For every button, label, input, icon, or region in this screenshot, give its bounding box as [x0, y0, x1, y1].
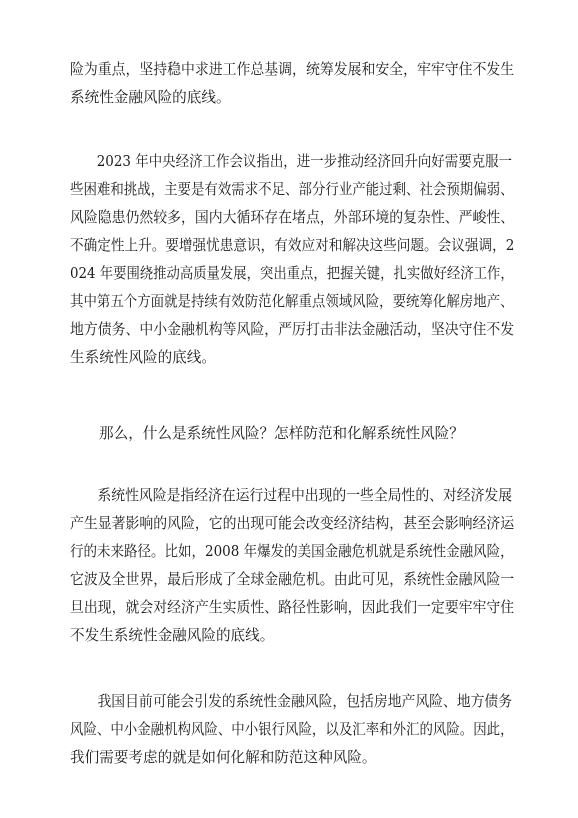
text-line: 风险、中小金融机构风险、中小银行风险，以及汇率和外汇的风险。因此，	[70, 721, 514, 738]
paragraph-intro-tail	[70, 56, 514, 112]
text-line: 不发生系统性金融风险的底线。	[70, 627, 275, 644]
text-line: 系统性风险是指经济在运行过程中出现的一些全局性的、对经济发展	[97, 487, 513, 504]
text-line: 风险隐患仍然较多，国内大循环存在堵点，外部环境的复杂性、严峻性、	[70, 209, 515, 226]
text-line: 024 年要围绕推动高质量发展，突出重点，把握关键，扎实做好经济工作，	[70, 265, 514, 282]
text-line: 生系统性风险的底线。	[70, 349, 216, 366]
text-line: 系统性金融风险的底线。	[70, 89, 231, 106]
text-line: 险为重点，坚持稳中求进工作总基调，统筹发展和安全，牢牢守住不发生	[70, 61, 515, 78]
text-line: 旦出现，就会对经济产生实质性、路径性影响，因此我们一定要牢牢守住	[70, 599, 515, 616]
text-line: 不确定性上升。要增强忧患意识，有效应对和解决这些问题。会议强调，2	[70, 237, 515, 254]
paragraph-definition	[70, 482, 514, 650]
text-line: 些困难和挑战，主要是有效需求不足、部分行业产能过剩、社会预期偏弱、	[70, 181, 514, 198]
paragraph-conference	[70, 148, 514, 372]
text-line: 我国目前可能会引发的系统性金融风险，包括房地产风险、地方债务	[97, 693, 513, 710]
text-line: 我们需要考虑的就是如何化解和防范这种风险。	[70, 749, 377, 766]
paragraph-risks	[70, 688, 514, 772]
text-line: 其中第五个方面就是持续有效防范化解重点领域风险，要统筹化解房地产、	[70, 293, 514, 310]
text-line: 地方债务、中小金融机构等风险，严厉打击非法金融活动，坚决守住不发	[70, 321, 515, 338]
paragraph-question	[70, 420, 514, 448]
text-line: 2023 年中央经济工作会议指出，进一步推动经济回升向好需要克服一	[96, 153, 513, 170]
text-line: 产生显著影响的风险，它的出现可能会改变经济结构，甚至会影响经济运	[70, 515, 515, 532]
text-line: 行的未来路径。比如，2008 年爆发的美国金融危机就是系统性金融风险，	[70, 543, 514, 560]
text-line: 那么，什么是系统性风险？怎样防范和化解系统性风险？	[99, 425, 464, 442]
text-line: 它波及全世界，最后形成了全球金融危机。由此可见，系统性金融风险一	[70, 571, 515, 588]
document-page	[70, 0, 514, 818]
